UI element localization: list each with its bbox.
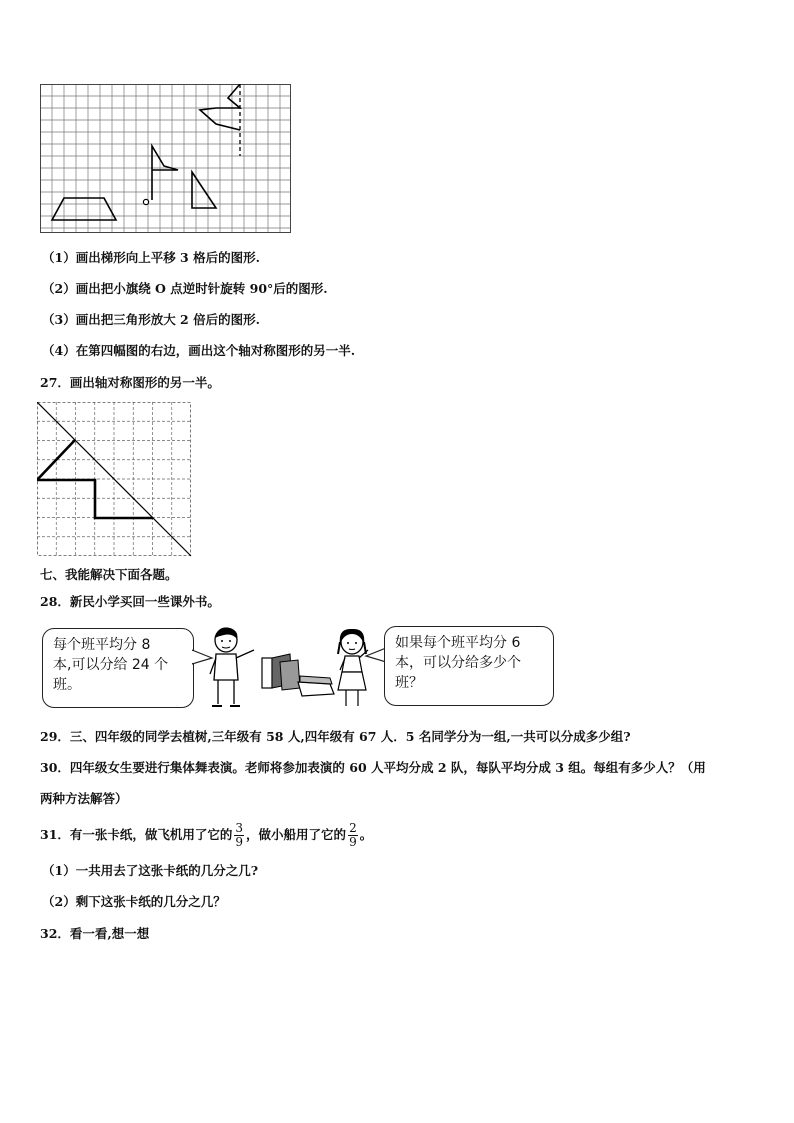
fraction-2-9: $\frac{2}{9}$	[349, 821, 357, 849]
q30-line-1: 30．四年级女生要进行集体舞表演。老师将参加表演的 60 人平均分成 2 队，每队平均分成 3 组。每组有多少人？（用	[40, 760, 706, 775]
q26-item-1: （1）画出梯形向上平移 3 格后的图形.	[42, 250, 260, 265]
boy-speech-bubble	[42, 628, 194, 708]
half-shape	[37, 440, 153, 518]
girl-speech-line-1: 如果每个班平均分 6	[395, 635, 521, 651]
fraction-3-9: $\frac{3}{9}$	[235, 821, 244, 849]
boy-figure	[206, 626, 262, 710]
q27-title: 27．画出轴对称图形的另一半。	[40, 375, 220, 390]
q31-title	[40, 820, 372, 850]
q29-text: 29．三、四年级的同学去植树,三年级有 58 人,四年级有 67 人．5 名同学分为一组,一共可以分成多少组?	[40, 729, 631, 744]
girl-speech-line-3: 班？	[395, 675, 423, 691]
q31-prefix: 31．有一张卡纸，做飞机用了它的	[40, 827, 233, 842]
boy-speech-line-1: 每个班平均分 8	[53, 637, 151, 653]
q31-middle: ，做小船用了它的	[246, 827, 347, 842]
q31-item-1: （1）一共用去了这张卡纸的几分之几?	[42, 863, 259, 878]
q26-item-4: （4）在第四幅图的右边，画出这个轴对称图形的另一半.	[42, 343, 356, 358]
section-7-title: 七、我能解决下面各题。	[40, 567, 178, 582]
q26-item-3: （3）画出把三角形放大 2 倍后的图形.	[42, 312, 260, 327]
boy-speech-line-3: 班。	[53, 677, 81, 693]
axial-symmetry-grid-figure	[37, 402, 193, 558]
q28-title: 28．新民小学买回一些课外书。	[40, 594, 220, 609]
point-o-marker	[143, 199, 148, 204]
q30-line-2: 两种方法解答）	[40, 791, 128, 806]
transformation-grid-figure	[40, 84, 292, 234]
girl-speech-line-2: 本，可以分给多少个	[395, 655, 521, 671]
q31-suffix: 。	[359, 827, 373, 842]
boy-speech-line-2: 本,可以分给 24 个	[53, 657, 169, 673]
girl-figure	[332, 628, 376, 712]
girl-speech-bubble	[384, 626, 554, 706]
books-stack-icon	[260, 652, 338, 700]
q26-item-2: （2）画出把小旗绕 O 点逆时针旋转 90°后的图形.	[42, 281, 328, 296]
trapezoid-shape	[52, 198, 116, 220]
q31-item-2: （2）剩下这张卡纸的几分之几？	[42, 894, 226, 909]
q32-title: 32．看一看,想一想	[40, 926, 150, 941]
triangle-shape	[192, 172, 216, 208]
